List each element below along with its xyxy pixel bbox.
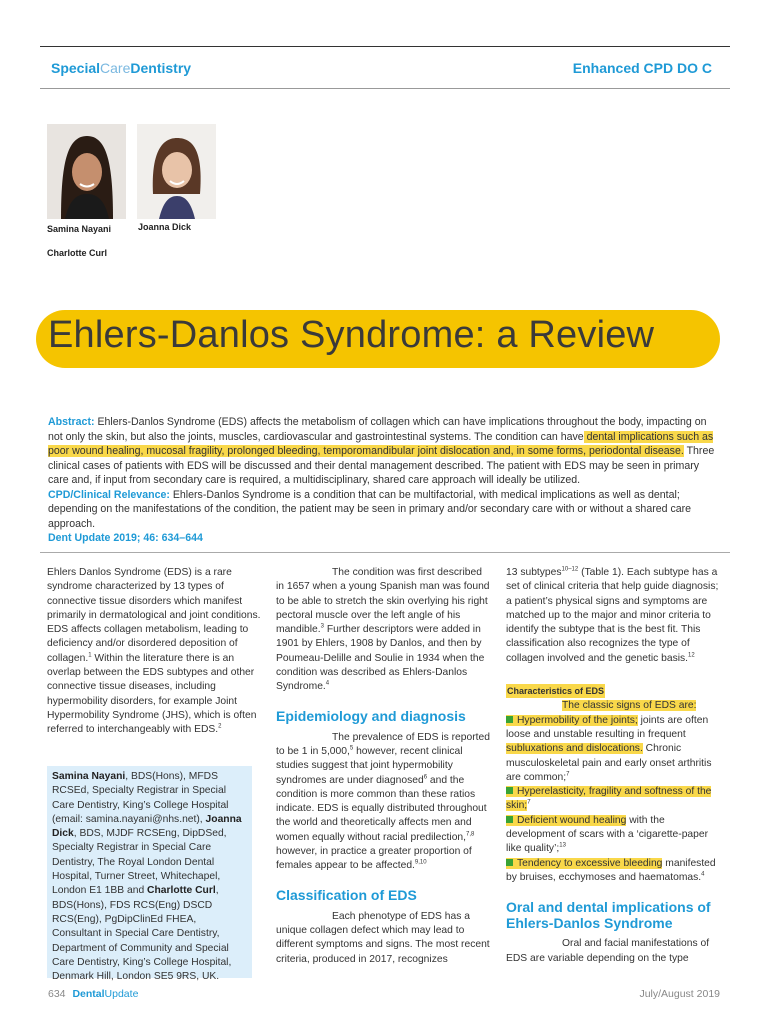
- sign-item-3: Deficient wound healing with the development of scars with a ‘cigarette-paper like quality’;$^{13}$: [506, 814, 709, 855]
- author-name-2: Joanna Dick: [138, 222, 192, 232]
- sign-item-4: Tendency to excessive bleeding manifested by bruises, ecchymoses and haematomas.$^4$: [506, 857, 716, 883]
- green-bullet-icon: [506, 716, 513, 723]
- cpd-label: Enhanced CPD DO C: [572, 60, 712, 76]
- cpd-relevance-paragraph: CPD/Clinical Relevance: Ehlers-Danlos Syndrome is a condition that can be multifactorial, with medical implications as well as dental; depending on the manifestations of the condition, the patient may be seen in primary and/or secondary care with or without a shared care approach.: [48, 488, 692, 530]
- epidemiology-paragraph: The prevalence of EDS is reported to be 1 in 5,000,$^5$ however, recent clinical studies suggest that joint hypermobility syndromes are under diagnosed$^6$ and the condition is more common than these ratios indicate. EDS is equally distributed throughout the world and theoretically affects men and women equally without racial predilection,$^{7,8}$ however, in practice a greater proportion of females appear to be affected.$^{9,10}$: [276, 731, 490, 872]
- header-top-rule: [40, 46, 730, 47]
- journal-section-brand: SpecialCareDentistry: [51, 60, 192, 76]
- green-bullet-icon: [506, 859, 513, 866]
- author-photo-joanna-dick: [137, 124, 216, 219]
- sign-item-1: Hypermobility of the joints; joints are often loose and unstable resulting in frequent subluxations and dislocations. Chronic musculoskeletal pain and early onset arthritis are common;$^7$: [506, 714, 712, 783]
- header-bottom-rule: [40, 88, 730, 89]
- column-1: [47, 566, 269, 738]
- column-3: [506, 566, 720, 966]
- column-2: [276, 566, 491, 967]
- citation: Dent Update 2019; 46: 634–644: [48, 532, 203, 544]
- author-photo-samina-nayani: [47, 124, 126, 219]
- classic-signs-intro: The classic signs of EDS are:: [562, 700, 697, 712]
- oral-paragraph: Oral and facial manifestations of EDS are variable depending on the type: [506, 938, 710, 964]
- history-paragraph: The condition was first described in 1657 when a young Spanish man was found to be able to stretch the skin overlying his right pectoral muscle over the left angle of his mandible.$^3$ Further descriptors were added in 1901 by Ehlers, 1908 by Danlos, and then by Poumeau-Delille and Soulie in 1934 when the condition was described as Ehlers-Danlos Syndrome.$^4$: [276, 567, 490, 693]
- footer-page: [48, 988, 138, 1000]
- abstract-rule: [40, 552, 730, 553]
- green-bullet-icon: [506, 787, 513, 794]
- green-bullet-icon: [506, 816, 513, 823]
- sign-item-2: Hyperelasticity, fragility and softness of the skin;$^7$: [506, 786, 712, 812]
- abstract-paragraph: Abstract: Ehlers-Danlos Syndrome (EDS) affects the metabolism of collagen which can have implications throughout the body, impacting on not only the skin, but also the joints, muscles, cardiovascular and gastrointestinal systems. The condition can have dental implications such as poor wound healing, mucosal fragility, prolonged bleeding, temporomandibular joint dislocation and, in some forms, periodontal disease. Three clinical cases of patients with EDS will be discussed and their dental management described. The patient with EDS may be seen in primary care and, if input from secondary care is required, a multidisciplinary, shared care approach will ideally be utilized.: [48, 416, 715, 486]
- author-bio-box: Samina Nayani, BDS(Hons), MFDS RCSEd, Specialty Registrar in Special Care Dentistry, King’s College Hospital (email: samina.nayani@nhs.net), Joanna Dick, BDS, MJDF RCSEng, DipDSed, Specialty Registrar in Special Care Dentistry, The Royal London Dental Hospital, Turner Street, Whitechapel, London E1 1BB and Charlotte Curl, BDS(Hons), FDS RCS(Eng) DSCD RCS(Eng), PgDipClinEd FHEA, Consultant in Special Care Dentistry, Department of Community and Special Care Dentistry, King’s College Hospital, Denmark Hill, London SE5 9RS, UK.: [47, 766, 252, 978]
- author-name-3: Charlotte Curl: [47, 248, 108, 258]
- classification-paragraph: Each phenotype of EDS has a unique collagen defect which may lead to different symptoms and signs. The most recent criteria, produced in 2017, recognizes: [276, 910, 490, 965]
- article-title: Ehlers-Danlos Syndrome: a Review: [48, 314, 655, 356]
- footer-journal-name: DentalUpdate: [72, 988, 139, 1000]
- page-number: 634: [48, 988, 66, 1000]
- abstract-block: [48, 415, 718, 546]
- heading-oral-dental: Oral and dental implications of Ehlers-Danlos Syndrome: [506, 899, 711, 932]
- footer-date: July/August 2019: [639, 988, 720, 1000]
- characteristics-heading-wrap: [506, 684, 720, 699]
- subtypes-paragraph: 13 subtypes$^{10-12}$ (Table 1). Each subtype has a set of clinical criteria that help guide diagnosis; a patient’s physical signs and symptoms are matched up to the major and minor criteria to identify the subtype that is the best fit. This classification also recognizes the type of collagen involved and the genetic basis.$^{12}$: [506, 566, 719, 664]
- characteristics-heading: Characteristics of EDS: [506, 684, 605, 698]
- intro-paragraph: Ehlers Danlos Syndrome (EDS) is a rare syndrome characterized by 13 types of connective tissue disorders which manifest primarily in dermatological and joint conditions. EDS affects collagen metabolism, leading to deficiency and/or disordered deposition of collagen.$^1$ Within the literature there is an overlap between the EDS subtypes and other connective tissue diseases, including hypermobility disorders, for example Joint Hypermobility Syndrome (JHS), which is often referred to interchangeably with EDS.$^2$: [47, 567, 261, 736]
- heading-epidemiology: Epidemiology and diagnosis: [276, 707, 466, 724]
- author-name-1: Samina Nayani: [47, 224, 112, 234]
- heading-classification: Classification of EDS: [276, 886, 417, 903]
